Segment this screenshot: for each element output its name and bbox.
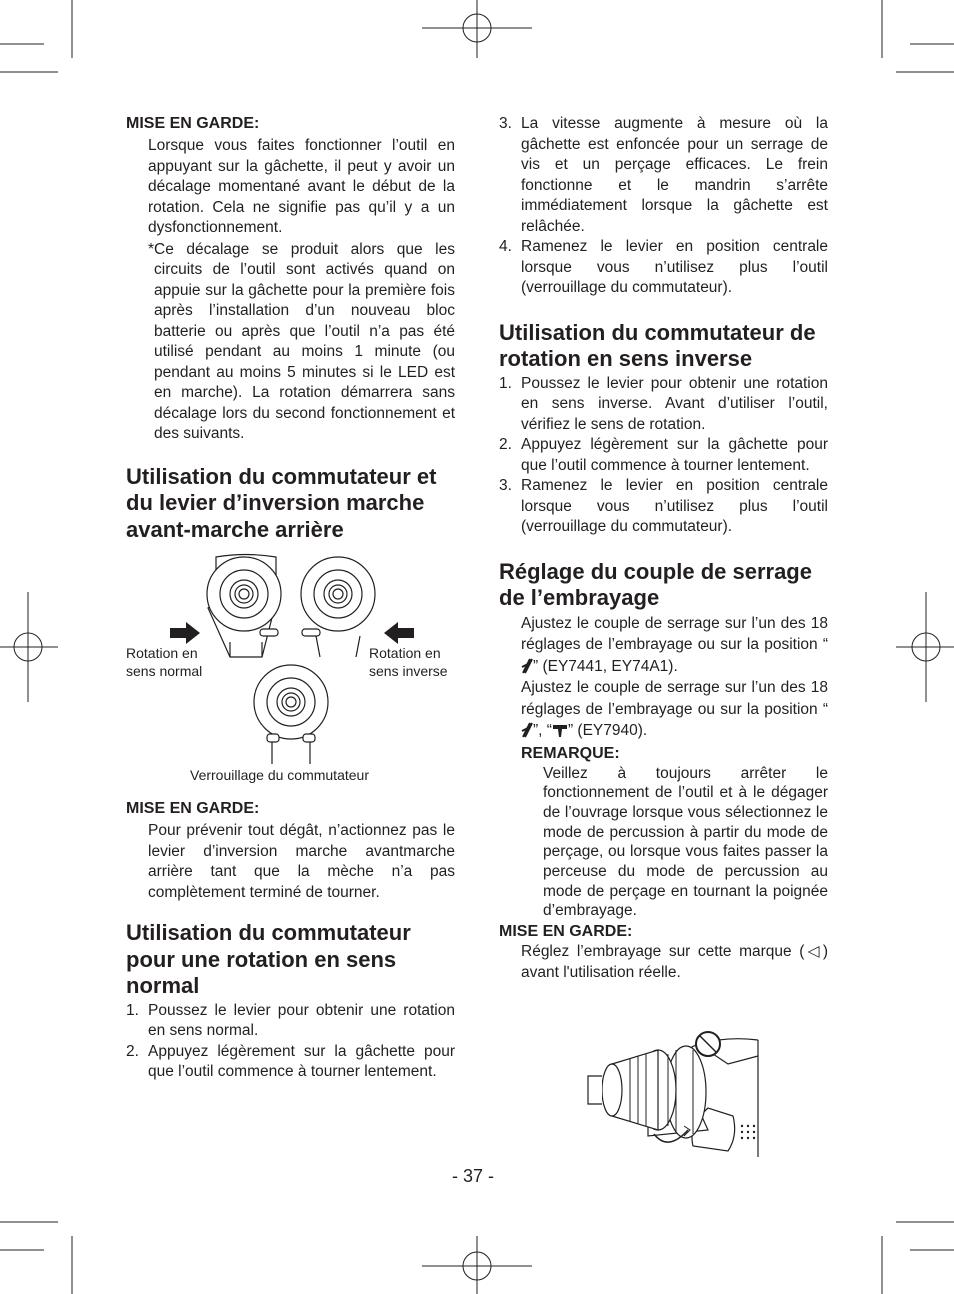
caution-label: MISE EN GARDE: [126, 115, 260, 132]
clutch-mark-icon: ◁ [804, 943, 823, 961]
label-lock: Verrouillage du commutateur [190, 767, 369, 783]
arrow-right-icon [170, 622, 200, 644]
label-reverse: Rotation en sens inverse [369, 645, 448, 679]
list-item: 3. Ramenez le levier en position centrale lorsque vous n’utilisez plus l’outil (verrouillage du commutateur). [499, 477, 828, 535]
arrow-left-icon [384, 622, 414, 644]
caution-text: Pour prévenir tout dégât, n’actionnez pas le levier d’inversion marche avantmarche arrière tant que la mèche n’a pas complètement terminé de tourner. [148, 822, 455, 901]
list-item: 2. Appuyez légèrement sur la gâchette pour que l’outil commence à tourner lentement. [126, 1042, 455, 1080]
page-number: - 37 - [452, 1166, 495, 1186]
drill-illustration [528, 1026, 788, 1161]
section-heading: Utilisation du commutateur pour une rotation en sens normal [126, 920, 411, 998]
caution-label: MISE EN GARDE: [499, 923, 633, 941]
left-column [126, 114, 455, 543]
caution-text: Lorsque vous faites fonctionner l’outil en appuyant sur la gâchette, il peut y avoir un décalage momentané avant le début de la rotation. Cela ne signifie pas qu’il y a un dysfonctionnement. [148, 137, 455, 236]
remark-label: REMARQUE: [521, 744, 620, 762]
steps-forward-cont [499, 114, 828, 299]
drill-mode-icon [521, 658, 533, 674]
caution-text: Réglez l’embrayage sur cette marque (◁) avant l'utilisation réelle. [521, 943, 828, 981]
right-column [499, 114, 828, 983]
caution-label: MISE EN GARDE: [126, 800, 260, 817]
caution-note: *Ce décalage se produit alors que les circuits de l’outil sont activés quand on appuie sur la gâchette pour la première fois après l’installation d’un nouveau bloc batterie ou après que l’outil n’a pas été utilisé pendant au moins 1 minute (ou pendant au moins 5 minutes si le LED est en marche). La rotation démarrera sans décalage lors du second fonctionnement et des suivants. [148, 240, 455, 442]
list-item: 1. Poussez le levier pour obtenir une rotation en sens inverse. Avant d’utiliser l’outil, vérifiez le sens de rotation. [499, 374, 828, 433]
drill-mode-icon [521, 722, 533, 738]
section-heading: Utilisation du commutateur et du levier d’inversion marche avant-marche arrière [126, 463, 437, 542]
steps-reverse [499, 374, 828, 538]
label-forward: Rotation en sens normal [126, 645, 203, 679]
clutch-paragraph: Ajustez le couple de serrage sur l’un des 18 réglages de l’embrayage ou sur la position “” (EY7441, EY74A1). [521, 614, 828, 675]
hammer-mode-icon [552, 722, 568, 738]
list-item: 1. Poussez le levier pour obtenir une rotation en sens normal. [126, 1001, 455, 1039]
section-heading: Réglage du couple de serrage de l’embrayage [499, 558, 812, 610]
section-heading: Utilisation du commutateur de rotation en sens inverse [499, 319, 816, 371]
list-item: 4. Ramenez le levier en position centrale lorsque vous n’utilisez plus l’outil (verrouillage du commutateur). [499, 238, 828, 296]
list-item: 2. Appuyez légèrement sur la gâchette pour que l’outil commence à tourner lentement. [499, 436, 828, 474]
remark-text: Veillez à toujours arrêter le fonctionnement de l’outil et à le dégager de l’ouvrage lorsque vous sélectionnez le mode de percussion à partir du mode de perçage, ou lorsque vous faites passer la perceuse du mode de percussion au mode de perçage en tournant la poignée d’embrayage. [543, 764, 828, 920]
list-item: 3. La vitesse augmente à mesure où la gâchette est enfoncée pour un serrage de vis et un perçage efficaces. Le frein fonctionne et le mandrin s’arrête immédiatement lorsque la gâchette est relâchée. [499, 115, 828, 235]
left-column-lower [126, 799, 455, 1083]
steps-forward [126, 1001, 455, 1083]
clutch-paragraph: Ajustez le couple de serrage sur l’un des 18 réglages de l’embrayage ou sur la position “”, “ ” (EY7940). [521, 679, 828, 739]
